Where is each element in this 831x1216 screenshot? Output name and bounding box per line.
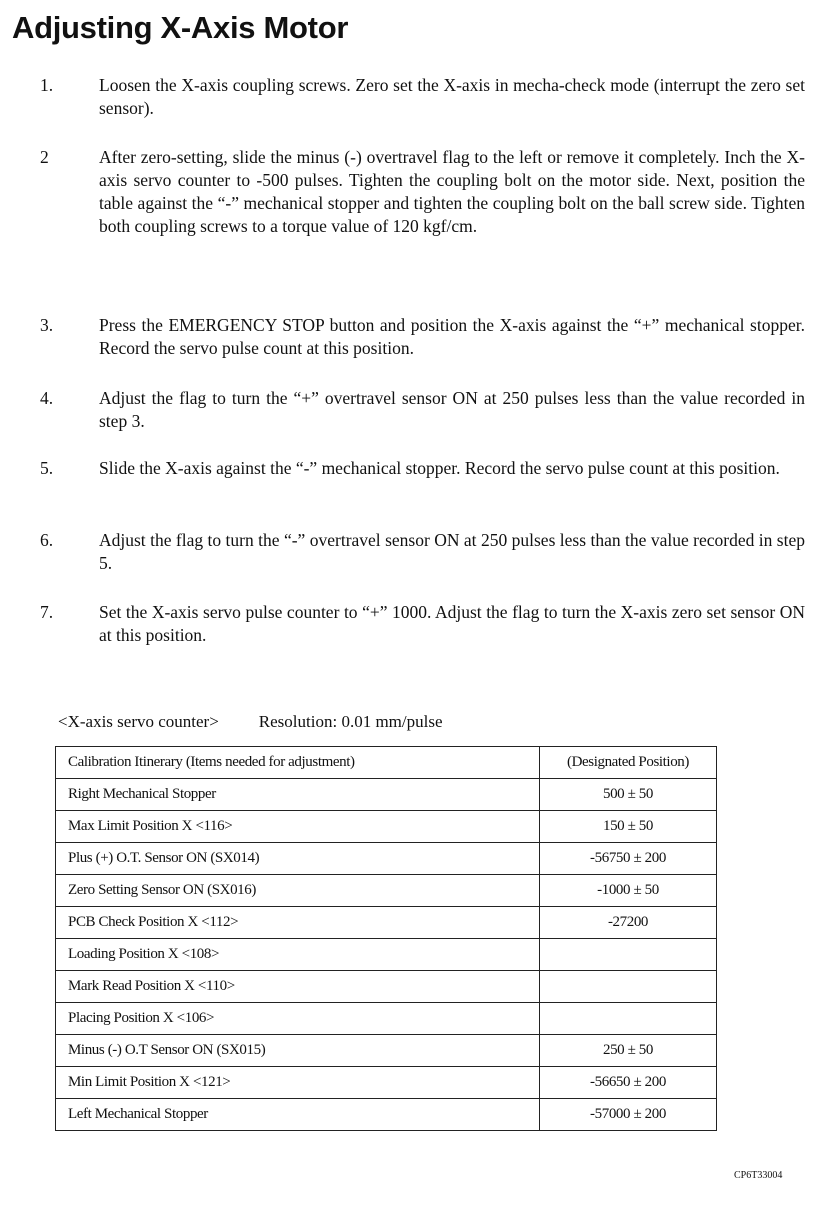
step-number: 3. [40, 315, 54, 335]
step-6 [40, 529, 805, 575]
caption-resolution: Resolution: 0.01 mm/pulse [258, 712, 443, 731]
item-cell: Plus (+) O.T. Sensor ON (SX014) [56, 843, 540, 875]
step-7 [40, 601, 805, 647]
step-3 [40, 314, 805, 360]
table-row [56, 1035, 717, 1067]
step-number: 5. [40, 458, 54, 478]
calibration-table [55, 746, 717, 1131]
step-number: 6. [40, 530, 54, 550]
table-row [56, 907, 717, 939]
step-text: Set the X-axis servo pulse counter to “+” 1000. Adjust the flag to turn the X-axis zero set sensor ON at this position. [99, 602, 805, 645]
step-number: 1. [40, 75, 54, 95]
step-number: 2 [40, 147, 49, 167]
figure-code: CP6T33004 [734, 1170, 783, 1181]
item-cell: Min Limit Position X <121> [56, 1067, 540, 1099]
table-row [56, 1067, 717, 1099]
step-text: After zero-setting, slide the minus (-) overtravel flag to the left or remove it completely. Inch the X-axis servo counter to -500 pulses. Tighten the coupling bolt on the motor side. Next, position the table against the “-” mechanical stopper and tighten the coupling bolt on the ball screw side. Tighten both coupling screws to a torque value of 120 kgf/cm. [99, 147, 805, 236]
table-row [56, 811, 717, 843]
step-text: Loosen the X-axis coupling screws. Zero set the X-axis in mecha-check mode (interrupt the zero set sensor). [99, 75, 805, 118]
step-number: 7. [40, 602, 54, 622]
item-cell: Max Limit Position X <116> [56, 811, 540, 843]
step-5 [40, 457, 805, 480]
item-cell: Placing Position X <106> [56, 1003, 540, 1035]
position-cell: 250 ± 50 [540, 1035, 717, 1067]
table-caption [58, 712, 483, 732]
header-item: Calibration Itinerary (Items needed for adjustment) [56, 747, 540, 779]
item-cell: Right Mechanical Stopper [56, 779, 540, 811]
table-row [56, 843, 717, 875]
step-text: Press the EMERGENCY STOP button and position the X-axis against the “+” mechanical stopper. Record the servo pulse count at this position. [99, 315, 805, 358]
position-cell [540, 939, 717, 971]
step-number: 4. [40, 388, 54, 408]
step-2 [40, 146, 805, 238]
caption-label: <X-axis servo counter> [58, 712, 219, 731]
table-header-row [56, 747, 717, 779]
item-cell: Mark Read Position X <110> [56, 971, 540, 1003]
position-cell: 500 ± 50 [540, 779, 717, 811]
table-row [56, 1003, 717, 1035]
item-cell: Left Mechanical Stopper [56, 1099, 540, 1131]
item-cell: Minus (-) O.T Sensor ON (SX015) [56, 1035, 540, 1067]
step-text: Slide the X-axis against the “-” mechanical stopper. Record the servo pulse count at this position. [99, 458, 780, 478]
table-row [56, 875, 717, 907]
header-position: (Designated Position) [540, 747, 717, 779]
table-row [56, 779, 717, 811]
step-1 [40, 74, 805, 120]
step-text: Adjust the flag to turn the “-” overtravel sensor ON at 250 pulses less than the value recorded in step 5. [99, 530, 805, 573]
position-cell [540, 1003, 717, 1035]
position-cell: -27200 [540, 907, 717, 939]
position-cell: -56650 ± 200 [540, 1067, 717, 1099]
position-cell: -57000 ± 200 [540, 1099, 717, 1131]
step-4 [40, 387, 805, 433]
item-cell: Loading Position X <108> [56, 939, 540, 971]
step-text: Adjust the flag to turn the “+” overtravel sensor ON at 250 pulses less than the value recorded in step 3. [99, 388, 805, 431]
table-row [56, 971, 717, 1003]
table-row [56, 1099, 717, 1131]
position-cell: -56750 ± 200 [540, 843, 717, 875]
position-cell: 150 ± 50 [540, 811, 717, 843]
position-cell: -1000 ± 50 [540, 875, 717, 907]
position-cell [540, 971, 717, 1003]
page-title: Adjusting X-Axis Motor [12, 10, 349, 45]
item-cell: Zero Setting Sensor ON (SX016) [56, 875, 540, 907]
item-cell: PCB Check Position X <112> [56, 907, 540, 939]
table-row [56, 939, 717, 971]
